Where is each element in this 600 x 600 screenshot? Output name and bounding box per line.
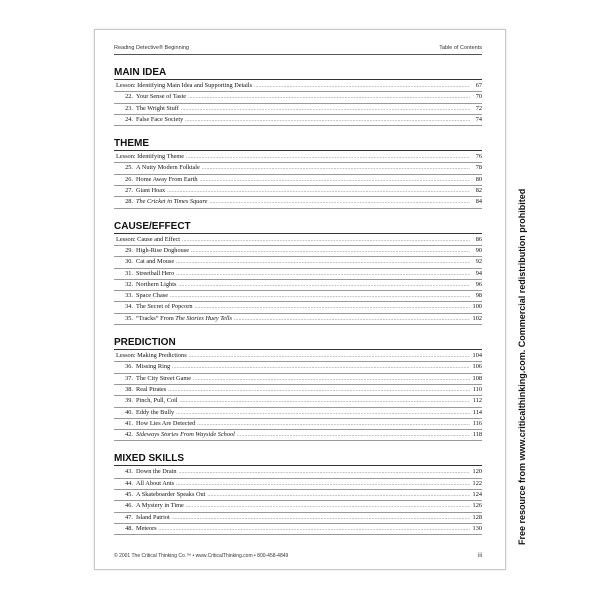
entry-title: Northern Lights xyxy=(136,280,177,288)
toc-entry xyxy=(114,430,482,441)
page-number: 72 xyxy=(475,104,482,112)
section-title: MAIN IDEA xyxy=(114,67,482,80)
dot-leader xyxy=(194,303,470,313)
toc-entry xyxy=(114,163,482,174)
toc-entry xyxy=(114,513,482,524)
toc-entry xyxy=(114,501,482,512)
dot-leader xyxy=(237,431,470,441)
entry-number: 43. xyxy=(125,468,133,476)
dot-leader xyxy=(176,480,470,490)
entry-title: False Face Society xyxy=(136,115,184,123)
toc-entry xyxy=(114,246,482,257)
page-number: 96 xyxy=(475,280,482,288)
dot-leader xyxy=(168,386,470,396)
toc-lesson-row xyxy=(114,81,482,92)
page-header xyxy=(114,45,482,55)
toc-entry xyxy=(114,314,482,325)
toc-section xyxy=(114,138,482,208)
entry-title: All About Ants xyxy=(136,479,175,487)
toc-entry xyxy=(114,419,482,430)
dot-leader xyxy=(186,502,470,512)
page-number: 114 xyxy=(472,408,482,416)
entry-number: 39. xyxy=(125,397,133,405)
page-number: 102 xyxy=(472,314,482,322)
entry-title: The Cricket in Times Square xyxy=(136,198,208,206)
page-number: 124 xyxy=(472,491,482,499)
page-number: 86 xyxy=(475,235,482,243)
page-number: 112 xyxy=(472,397,482,405)
toc-entry xyxy=(114,104,482,115)
toc-entry xyxy=(114,302,482,313)
lesson-title: Lesson: Identifying Main Idea and Supporting Details xyxy=(116,82,253,89)
dot-leader xyxy=(188,93,470,103)
entry-number: 41. xyxy=(125,419,133,427)
page-number: 118 xyxy=(472,431,482,439)
section-title: MIXED SKILLS xyxy=(114,453,482,466)
entry-title: “Tracks” From The Stories Huey Tells xyxy=(136,314,232,322)
entry-number: 45. xyxy=(125,491,133,499)
page-number: 108 xyxy=(472,374,482,382)
dot-leader xyxy=(254,82,470,92)
entry-number: 42. xyxy=(125,431,133,439)
entry-number: 31. xyxy=(125,269,133,277)
toc-entry xyxy=(114,408,482,419)
entry-title: Your Sense of Taste xyxy=(136,93,187,101)
entry-title: The Wright Stuff xyxy=(136,104,179,112)
toc-section xyxy=(114,221,482,325)
dot-leader xyxy=(170,292,470,302)
entry-number: 35. xyxy=(125,314,133,322)
dot-leader xyxy=(172,363,470,373)
page-number: 110 xyxy=(472,385,482,393)
entry-number: 34. xyxy=(125,303,133,311)
dot-leader xyxy=(197,420,470,430)
lesson-title: Lesson: Identifying Theme xyxy=(116,153,185,161)
page-number: 126 xyxy=(472,502,482,510)
toc-entry xyxy=(114,467,482,478)
toc-section xyxy=(114,337,482,441)
entry-number: 26. xyxy=(125,175,133,183)
toc-section xyxy=(114,67,482,126)
entry-number: 32. xyxy=(125,280,133,288)
entry-title: Home Away From Earth xyxy=(136,175,198,183)
toc-entry xyxy=(114,479,482,490)
entry-title: The Secret of Popcorn xyxy=(136,303,193,311)
entry-number: 47. xyxy=(125,513,133,521)
toc-entry xyxy=(114,257,482,268)
dot-leader xyxy=(193,375,470,385)
entry-title: A Mystery in Time xyxy=(136,502,184,510)
dot-leader xyxy=(186,153,470,163)
page-number: 67 xyxy=(475,82,482,89)
toc-entry xyxy=(114,175,482,186)
entry-number: 27. xyxy=(125,187,133,195)
dot-leader xyxy=(180,397,470,407)
toc-entry xyxy=(114,280,482,291)
entry-title: Island Patriot xyxy=(136,513,170,521)
entry-number: 46. xyxy=(125,502,133,510)
entry-title: Pinch, Pull, Coil xyxy=(136,397,178,405)
table-of-contents xyxy=(114,67,482,547)
entry-number: 33. xyxy=(125,292,133,300)
toc-entry xyxy=(114,362,482,373)
entry-title: Cat and Mouse xyxy=(136,258,175,266)
side-note: Free resource from www.criticalthinking.com. Commercial redistribution prohibited xyxy=(517,188,527,545)
entry-title: Real Pirates xyxy=(136,385,167,393)
page-number: 90 xyxy=(475,246,482,254)
footer-page-number: iii xyxy=(478,553,482,559)
header-book-title: Reading Detective® Beginning xyxy=(114,45,189,51)
entry-title: Down the Drain xyxy=(136,468,177,476)
entry-number: 40. xyxy=(125,408,133,416)
page-number: 128 xyxy=(472,513,482,521)
section-title: PREDICTION xyxy=(114,337,482,350)
entry-title: Meteors xyxy=(136,524,157,532)
toc-lesson-row xyxy=(114,152,482,163)
dot-leader xyxy=(189,352,470,362)
dot-leader xyxy=(181,105,470,115)
entry-number: 37. xyxy=(125,374,133,382)
entry-number: 28. xyxy=(125,198,133,206)
entry-number: 25. xyxy=(125,164,133,172)
toc-lesson-row xyxy=(114,235,482,246)
entry-number: 38. xyxy=(125,385,133,393)
dot-leader xyxy=(176,270,470,280)
entry-title: Missing Ring xyxy=(136,363,171,371)
dot-leader xyxy=(185,116,470,126)
entry-title: Eddy the Bully xyxy=(136,408,175,416)
dot-leader xyxy=(207,491,470,501)
page-number: 104 xyxy=(472,352,482,360)
page-number: 130 xyxy=(472,524,482,532)
toc-entry xyxy=(114,186,482,197)
lesson-title: Lesson: Making Predictions xyxy=(116,352,187,360)
dot-leader xyxy=(234,315,470,325)
page-number: 82 xyxy=(475,187,482,195)
entry-title: Space Chase xyxy=(136,292,168,300)
entry-title: A Nutty Modern Folktale xyxy=(136,164,200,172)
toc-entry xyxy=(114,197,482,208)
page-number: 84 xyxy=(475,198,482,206)
page-number: 106 xyxy=(472,363,482,371)
entry-number: 44. xyxy=(125,479,133,487)
dot-leader xyxy=(191,247,470,257)
dot-leader xyxy=(209,198,470,208)
entry-title: Sideways Stories From Wayside School xyxy=(136,431,235,439)
dot-leader xyxy=(200,176,470,186)
page-number: 74 xyxy=(475,115,482,123)
dot-leader xyxy=(182,236,470,246)
entry-number: 48. xyxy=(125,524,133,532)
document-page xyxy=(94,29,506,570)
page-number: 78 xyxy=(475,164,482,172)
lesson-title: Lesson: Cause and Effect xyxy=(116,235,181,243)
toc-entry xyxy=(114,385,482,396)
toc-entry xyxy=(114,490,482,501)
entry-number: 23. xyxy=(125,104,133,112)
page-number: 80 xyxy=(475,175,482,183)
page-number: 120 xyxy=(472,468,482,476)
dot-leader xyxy=(202,164,470,174)
entry-title: The City Street Game xyxy=(136,374,192,382)
page-number: 76 xyxy=(475,153,482,161)
dot-leader xyxy=(176,409,470,419)
toc-entry xyxy=(114,92,482,103)
toc-entry xyxy=(114,524,482,535)
entry-number: 24. xyxy=(125,115,133,123)
dot-leader xyxy=(176,258,470,268)
entry-title: How Lies Are Detected xyxy=(136,419,196,427)
dot-leader xyxy=(178,281,470,291)
page-number: 116 xyxy=(472,419,482,427)
page-number: 100 xyxy=(472,303,482,311)
page-number: 98 xyxy=(475,292,482,300)
page-number: 70 xyxy=(475,93,482,101)
footer-copyright: © 2001 The Critical Thinking Co.™ • www.CriticalThinking.com • 800-458-4849 xyxy=(114,553,289,559)
dot-leader xyxy=(179,468,470,478)
toc-entry xyxy=(114,269,482,280)
toc-entry xyxy=(114,291,482,302)
toc-section xyxy=(114,453,482,535)
page-number: 94 xyxy=(475,269,482,277)
entry-number: 36. xyxy=(125,363,133,371)
entry-title: Streetball Hero xyxy=(136,269,175,277)
dot-leader xyxy=(172,514,470,524)
dot-leader xyxy=(167,187,470,197)
section-title: CAUSE/EFFECT xyxy=(114,221,482,234)
toc-lesson-row xyxy=(114,351,482,362)
toc-entry xyxy=(114,396,482,407)
page-number: 122 xyxy=(472,479,482,487)
entry-title: High-Rise Doghouse xyxy=(136,246,189,254)
entry-number: 29. xyxy=(125,246,133,254)
toc-entry xyxy=(114,115,482,126)
entry-title: A Skateboarder Speaks Out xyxy=(136,491,206,499)
dot-leader xyxy=(159,525,470,535)
section-title: THEME xyxy=(114,138,482,151)
toc-entry xyxy=(114,374,482,385)
entry-number: 30. xyxy=(125,258,133,266)
header-section-title: Table of Contents xyxy=(439,45,482,51)
page-number: 92 xyxy=(475,258,482,266)
entry-title: Giant Hoax xyxy=(136,187,166,195)
entry-number: 22. xyxy=(125,93,133,101)
